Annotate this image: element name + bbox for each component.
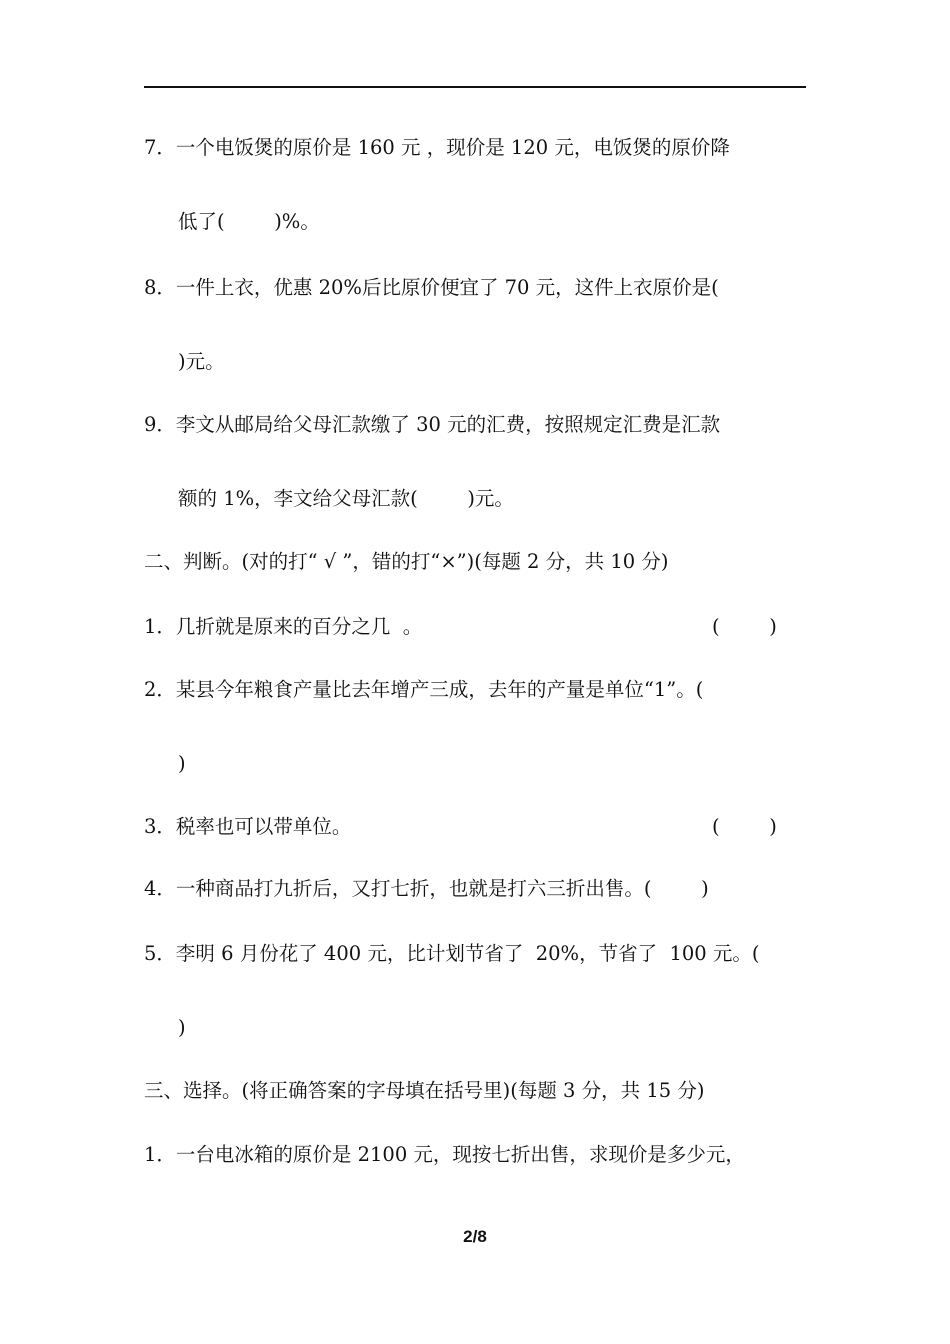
judge-3-answer-paren: ( ) bbox=[712, 815, 777, 838]
judge-1: 1．几折就是原来的百分之几 。 bbox=[144, 615, 423, 638]
question-8-line-2: )元。 bbox=[178, 350, 225, 373]
question-9-line-2: 额的 1%，李文给父母汇款( )元。 bbox=[178, 487, 514, 510]
page-number: 2/8 bbox=[463, 1227, 487, 1246]
judge-2-line-1: 2．某县今年粮食产量比去年增产三成，去年的产量是单位“1”。( bbox=[144, 678, 704, 701]
choice-1-line-1: 1．一台电冰箱的原价是 2100 元，现按七折出售，求现价是多少元， bbox=[144, 1143, 745, 1166]
judge-5-line-2: ) bbox=[178, 1016, 186, 1039]
judge-3: 3．税率也可以带单位。 bbox=[144, 815, 352, 838]
section-2-heading: 二、判断。(对的打“ √ ”，错的打“×”)(每题 2 分，共 10 分) bbox=[144, 550, 669, 573]
question-7-line-2: 低了( )%。 bbox=[178, 210, 320, 233]
question-9-line-1: 9．李文从邮局给父母汇款缴了 30 元的汇费，按照规定汇费是汇款 bbox=[144, 413, 721, 436]
section-3-heading: 三、选择。(将正确答案的字母填在括号里)(每题 3 分，共 15 分) bbox=[144, 1079, 705, 1102]
question-7-line-1: 7．一个电饭煲的原价是 160 元 ，现价是 120 元，电饭煲的原价降 bbox=[144, 136, 730, 159]
judge-4: 4．一种商品打九折后，又打七折，也就是打六三折出售。( ) bbox=[144, 877, 709, 900]
header-rule bbox=[144, 86, 806, 88]
judge-2-line-2: ) bbox=[178, 752, 186, 775]
judge-1-answer-paren: ( ) bbox=[712, 615, 777, 638]
question-8-line-1: 8．一件上衣，优惠 20%后比原价便宜了 70 元，这件上衣原价是( bbox=[144, 276, 719, 299]
judge-5-line-1: 5．李明 6 月份花了 400 元，比计划节省了 20%，节省了 100 元。( bbox=[144, 942, 760, 965]
